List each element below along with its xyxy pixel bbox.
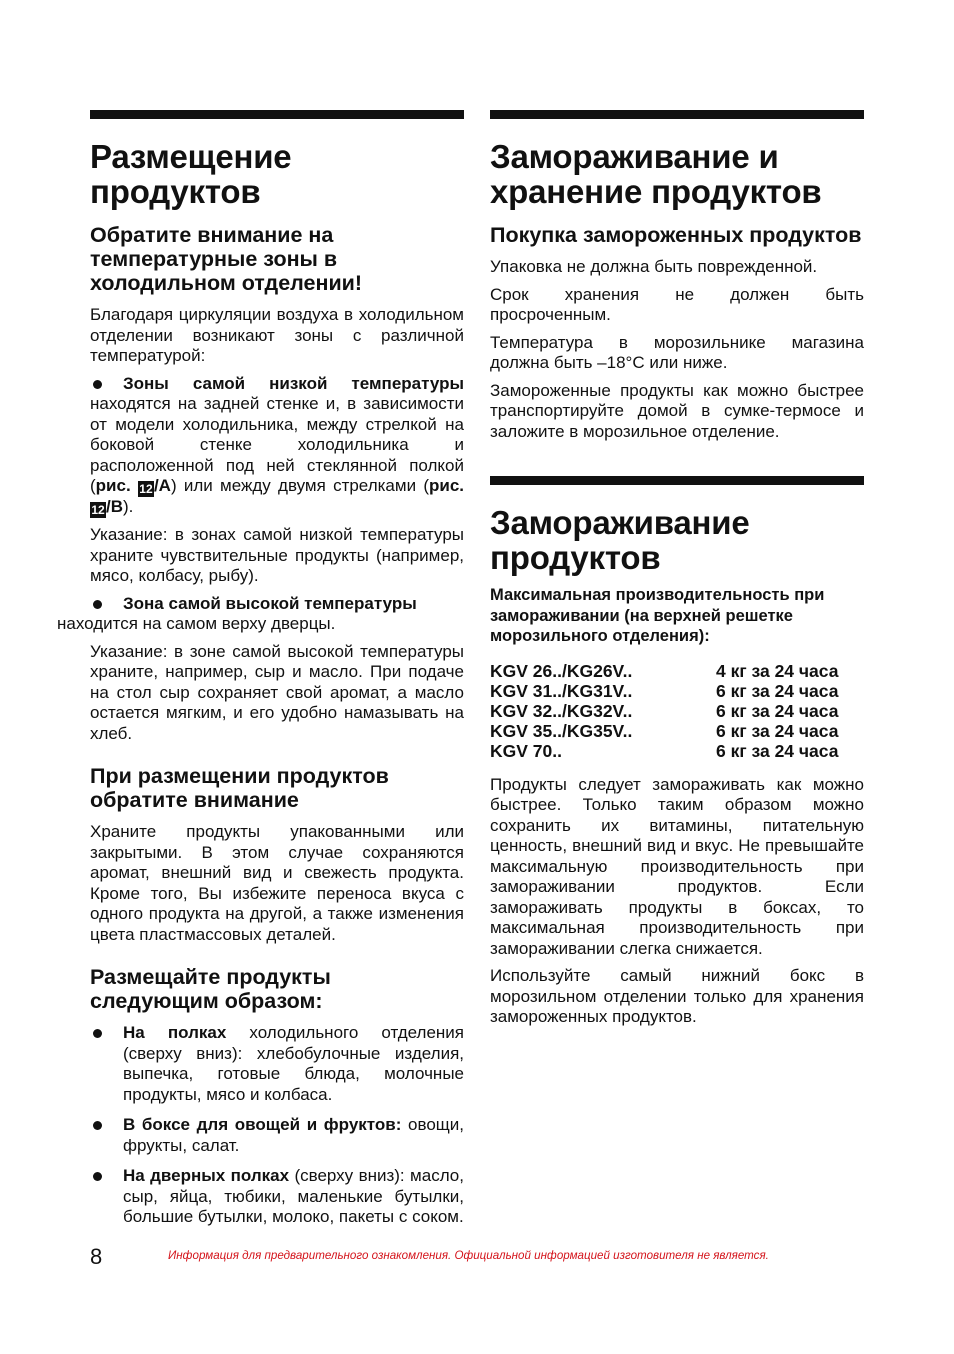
subheading: Размещайте продукты следующим образом: bbox=[90, 965, 331, 1013]
list-item-text: холодильного отделения (сверху вниз): хлебобулочные изделия, выпечка, готовые блюда, молочные продукты, мясо и колбаса. bbox=[123, 1023, 464, 1104]
table-row bbox=[490, 661, 838, 681]
bullet-text: ) или между двумя стрелками ( bbox=[170, 476, 429, 495]
bullet-icon bbox=[93, 1029, 102, 1038]
list-item-text: (сверху вниз): масло, сыр, яйца, тюбики, маленькие бутылки, большие бутылки, молоко, пакеты с соком. bbox=[123, 1166, 464, 1226]
bullet-icon bbox=[93, 1172, 102, 1181]
table-row bbox=[490, 721, 838, 741]
rate-cell: 6 кг за 24 часа bbox=[716, 720, 839, 741]
list-item-head: На полках bbox=[123, 1023, 227, 1042]
bullet-warm-zone bbox=[57, 593, 464, 635]
bullet-text: находится на самом верху дверцы. bbox=[57, 614, 336, 633]
bullet-head: Зоны самой низкой температуры bbox=[123, 373, 464, 393]
bullet-cold-zone bbox=[90, 374, 464, 519]
section-rule bbox=[90, 110, 464, 119]
note: Указание: в зонах самой низкой температуры храните чувствительные продукты (например, мясо, колбасу, рыбу). bbox=[90, 525, 464, 585]
section-title: Размещение продуктов bbox=[90, 138, 292, 210]
figure-ref-label: рис. bbox=[95, 476, 131, 495]
figure-ref-a: /A bbox=[153, 476, 171, 495]
section-title: Замораживание продуктов bbox=[490, 504, 750, 576]
figure-ref-b: /B bbox=[106, 497, 123, 516]
figure-number-icon: 12 bbox=[139, 482, 153, 496]
left-column bbox=[57, 110, 464, 1235]
subheading: Покупка замороженных продуктов bbox=[490, 223, 862, 247]
list-item-text: овощи, фрукты, салат. bbox=[123, 1115, 464, 1155]
subheading: При размещении продуктов обратите внимание bbox=[90, 764, 389, 812]
paragraph: Температура в морозильнике магазина должна быть –18°C или ниже. bbox=[490, 332, 864, 372]
table-row bbox=[490, 701, 838, 721]
bullet-icon bbox=[93, 1121, 102, 1130]
bullet-text: находятся на задней стенке и, в зависимости от модели холодильника, между стрелкой на боковой стенке холодильника и расположенной под ней стеклянной полкой ( bbox=[90, 394, 464, 495]
table-row bbox=[490, 681, 838, 701]
rate-cell: 4 кг за 24 часа bbox=[716, 660, 839, 681]
model-cell: KGV 26../KG26V.. bbox=[490, 660, 633, 681]
right-column bbox=[490, 110, 864, 1035]
bullet-icon bbox=[93, 380, 102, 389]
list-item-head: На дверных полках bbox=[123, 1166, 290, 1185]
rate-cell: 6 кг за 24 часа bbox=[716, 680, 839, 701]
figure-ref-label: рис. bbox=[428, 476, 464, 495]
paragraph: Замороженные продукты как можно быстрее транспортируйте домой в сумке-термосе и заложите в морозильное отделение. bbox=[490, 380, 864, 441]
model-cell: KGV 70.. bbox=[490, 740, 562, 761]
paragraph: Упаковка не должна быть поврежденной. bbox=[490, 257, 818, 276]
section-rule bbox=[490, 476, 864, 485]
disclaimer: Информация для предварительного ознакомления. Официальной информацией изготовителя не является. bbox=[168, 1249, 769, 1262]
table-row bbox=[490, 741, 838, 761]
paragraph: Срок хранения не должен быть просроченным. bbox=[490, 284, 864, 324]
list-item bbox=[90, 1023, 464, 1105]
paragraph: Благодаря циркуляции воздуха в холодильном отделении возникают зоны с различной температурой: bbox=[90, 305, 464, 365]
model-cell: KGV 32../KG32V.. bbox=[490, 700, 633, 721]
list-item bbox=[90, 1115, 464, 1156]
note: Указание: в зоне самой высокой температуры храните, например, сыр и масло. При подаче на стол сыр сохраняет свой аромат, а масло остается мягким, и его удобно намазывать на хлеб. bbox=[90, 641, 464, 743]
list-item-head: В боксе для овощей и фруктов: bbox=[123, 1115, 402, 1134]
capacity-table bbox=[490, 661, 838, 761]
paragraph: Продукты следует замораживать как можно быстрее. Только таким образом можно сохранить их витамины, питательную ценность, внешний вид и вкус. Не превышайте максимальную производительность при замораживании продуктов. Если замораживать продукты в боксах, то максимальная производительность при замораживании слегка снижается. bbox=[490, 774, 864, 958]
model-cell: KGV 35../KG35V.. bbox=[490, 720, 633, 741]
list-item bbox=[90, 1166, 464, 1228]
model-cell: KGV 31../KG31V.. bbox=[490, 680, 633, 701]
paragraph: Храните продукты упакованными или закрытыми. В этом случае сохраняются аромат, внешний вид и свежесть продукта. Кроме того, Вы избежите переноса вкуса с одного продукта на другой, а также изменения цвета пластмассовых деталей. bbox=[90, 822, 464, 944]
bullet-head: Зона самой высокой температуры bbox=[123, 593, 417, 613]
paragraph: Используйте самый нижний бокс в морозильном отделении только для хранения замороженных продуктов. bbox=[490, 966, 864, 1026]
section-title: Замораживание и хранение продуктов bbox=[490, 138, 822, 210]
bullet-text: ). bbox=[123, 497, 134, 516]
page-number: 8 bbox=[90, 1244, 103, 1269]
section-rule bbox=[490, 110, 864, 119]
subheading: Обратите внимание на температурные зоны в холодильном отделении! bbox=[90, 223, 363, 295]
rate-cell: 6 кг за 24 часа bbox=[716, 700, 839, 721]
bullet-icon bbox=[93, 600, 102, 609]
rate-cell: 6 кг за 24 часа bbox=[716, 740, 839, 761]
capacity-heading: Максимальная производительность при замораживании (на верхней решетке морозильного отделения): bbox=[490, 586, 825, 645]
figure-number-icon: 12 bbox=[91, 503, 105, 517]
